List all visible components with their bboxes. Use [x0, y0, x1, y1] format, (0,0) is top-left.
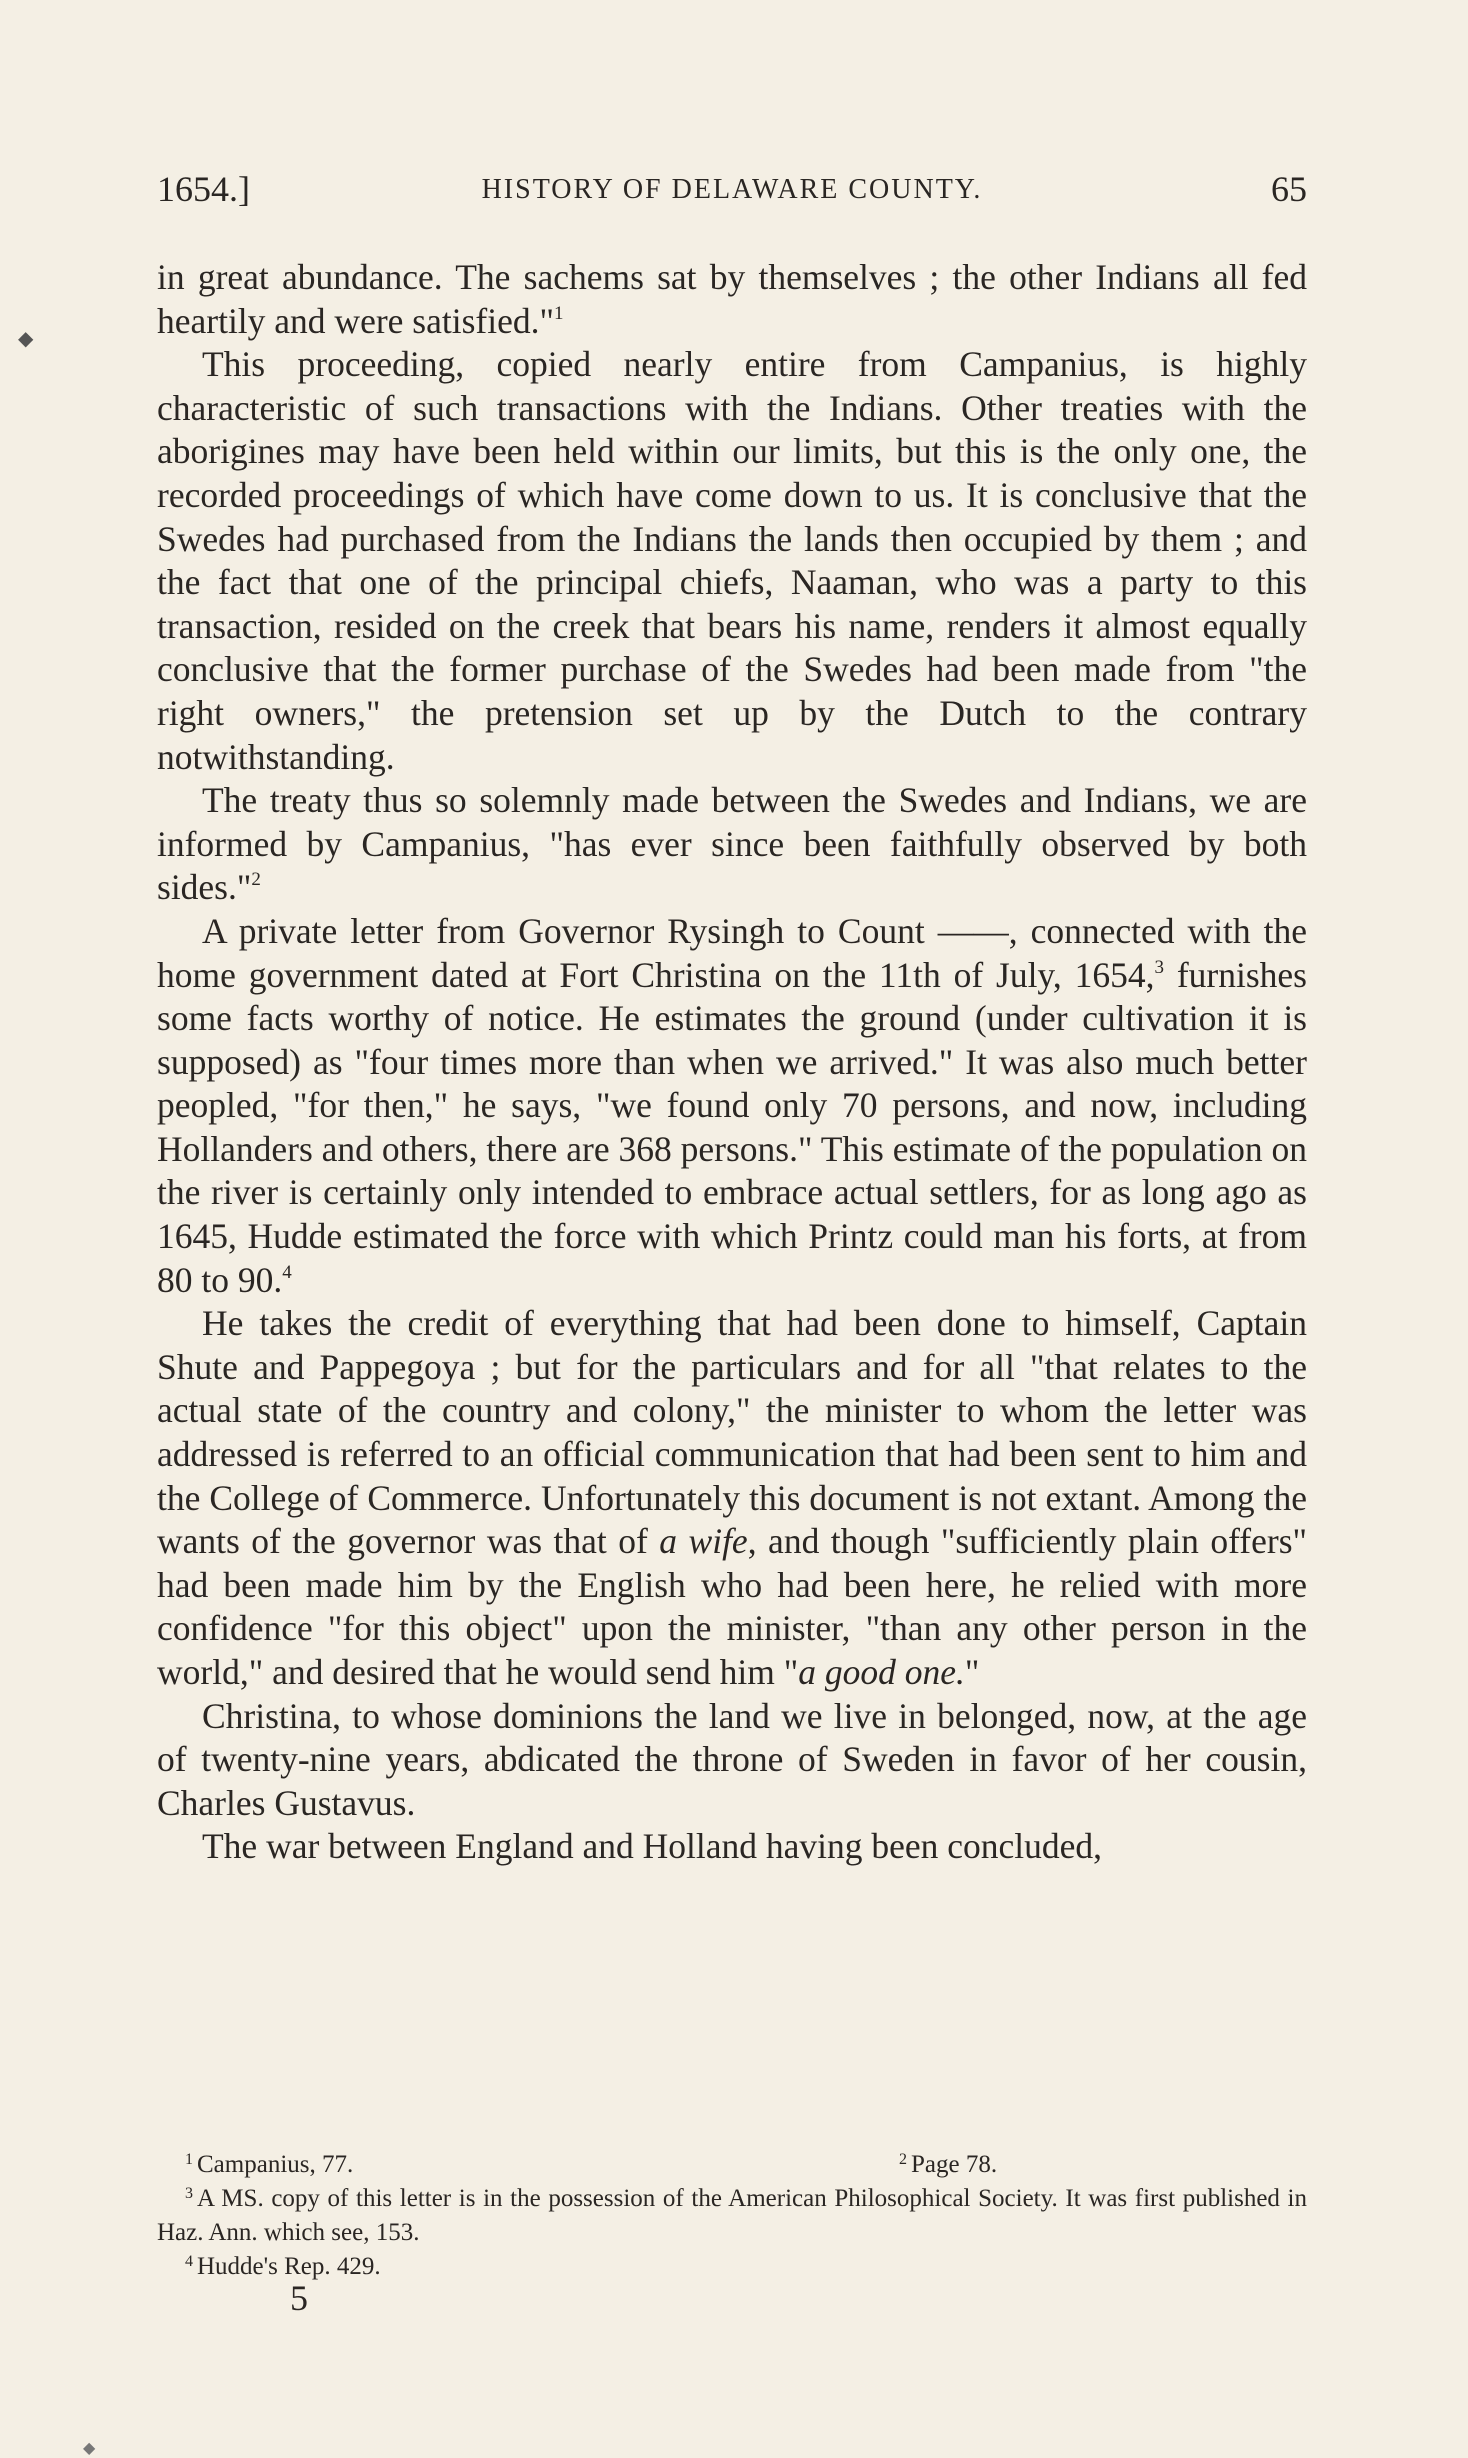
paragraph-7 — [157, 1825, 1307, 1869]
footnote-3 — [157, 2182, 1307, 2250]
paragraph-4 — [157, 910, 1307, 1302]
footnote-ref-2: 2 — [251, 869, 261, 891]
paragraph-5-text-a: He takes the credit of everything that had been done to himself, Captain Shute and Pappegoya ; but for the particulars and for all "that relates to the actual state of the country and colony," the minister to whom the letter was addressed is referred to an official communication that had been sent to him and the College of Commerce. Unfortunately this document is not extant. Among the wants of the governor was that of — [157, 1303, 1307, 1562]
paragraph-2 — [157, 343, 1307, 779]
footnote-4-marker: 4 — [185, 2253, 193, 2270]
paragraph-1 — [157, 256, 1307, 343]
body-text — [157, 256, 1307, 1869]
page-number: 65 — [1271, 169, 1307, 209]
margin-mark: ◆ — [18, 328, 34, 350]
footnote-ref-3: 3 — [1154, 956, 1164, 978]
paragraph-6 — [157, 1695, 1307, 1826]
paragraph-2-text: This proceeding, copied nearly entire from Campanius, is highly characteristic of such transactions with the Indians. Other treaties with the aborigines may have been held within our limits, but this is the only one, the recorded proceedings of which have come down to us. It is conclusive that the Swedes had purchased from the Indians the lands then occupied by them ; and the fact that one of the principal chiefs, Naaman, who was a party to this transaction, resided on the creek that bears his name, renders it almost equally conclusive that the former purchase of the Swedes had been made from "the right owners," the pretension set up by the Dutch to the contrary notwithstanding. — [157, 344, 1307, 777]
paragraph-4-text-a: A private letter from Governor Rysingh to Count ——, connected with the home government dated at Fort Christina on the 11th of July, 1654, — [157, 910, 1307, 995]
footnote-row-1-2 — [157, 2148, 1307, 2182]
footnote-ref-1: 1 — [553, 302, 564, 324]
footnote-1 — [185, 2148, 353, 2182]
signature-mark: 5 — [290, 2278, 308, 2318]
footnote-1-marker: 1 — [185, 2151, 193, 2168]
footnotes — [157, 2148, 1307, 2284]
paragraph-5 — [157, 1302, 1307, 1694]
paragraph-4-text-b: furnishes some facts worthy of notice. He estimates the ground (under cultivation it is supposed) as "four times more than when we arrived." It was also much better peopled, "for then," he says, "we found only 70 persons, and now, including Hollanders and others, there are 368 persons." This estimate of the population on the river is certainly only intended to embrace actual settlers, for as long ago as 1645, Hudde estimated the force with which Printz could man his forts, at from 80 to 90. — [157, 954, 1307, 1300]
footnote-3-marker: 3 — [185, 2185, 193, 2202]
paragraph-3 — [157, 779, 1307, 910]
footnote-1-text: Campanius, 77. — [197, 2151, 354, 2178]
footnote-4 — [157, 2250, 1307, 2284]
paragraph-7-text: The war between England and Holland having been concluded, — [202, 1826, 1102, 1867]
emphasis-a-wife: a wife — [659, 1521, 748, 1562]
running-header — [157, 168, 1307, 218]
footnote-3-text: A MS. copy of this letter is in the possession of the American Philosophical Society. It was first published in Haz. Ann. which see, 153. — [157, 2185, 1307, 2246]
header-date: 1654.] — [157, 169, 250, 209]
footnote-2 — [899, 2148, 997, 2182]
emphasis-a-good-one: a good one. — [798, 1652, 965, 1692]
paragraph-5-text-c: " — [964, 1652, 980, 1692]
paragraph-6-text: Christina, to whose dominions the land we live in belonged, now, at the age of twenty-nine years, abdicated the throne of Sweden in favor of her cousin, Charles Gustavus. — [157, 1695, 1307, 1823]
paragraph-5-text-b: , and though "sufficiently plain offers" had been made him by the English who had been here, he relied with more confidence "for this object" upon the minister, "than any other person in the world," and desired that he would send him " — [157, 1521, 1307, 1692]
footnote-4-text: Hudde's Rep. 429. — [197, 2253, 381, 2280]
margin-mark-bottom: ◆ — [83, 2440, 96, 2457]
footnote-2-marker: 2 — [899, 2151, 907, 2168]
paragraph-3-text: The treaty thus so solemnly made between the Swedes and Indians, we are informed by Campanius, "has ever since been faithfully observed by both sides." — [157, 780, 1307, 908]
footnote-2-text: Page 78. — [911, 2151, 998, 2178]
header-title: HISTORY OF DELAWARE COUNTY. — [481, 174, 983, 205]
footnote-ref-4: 4 — [282, 1261, 292, 1283]
paragraph-1-text: in great abundance. The sachems sat by themselves ; the other Indians all fed heartily and were satisfied." — [157, 257, 1307, 341]
